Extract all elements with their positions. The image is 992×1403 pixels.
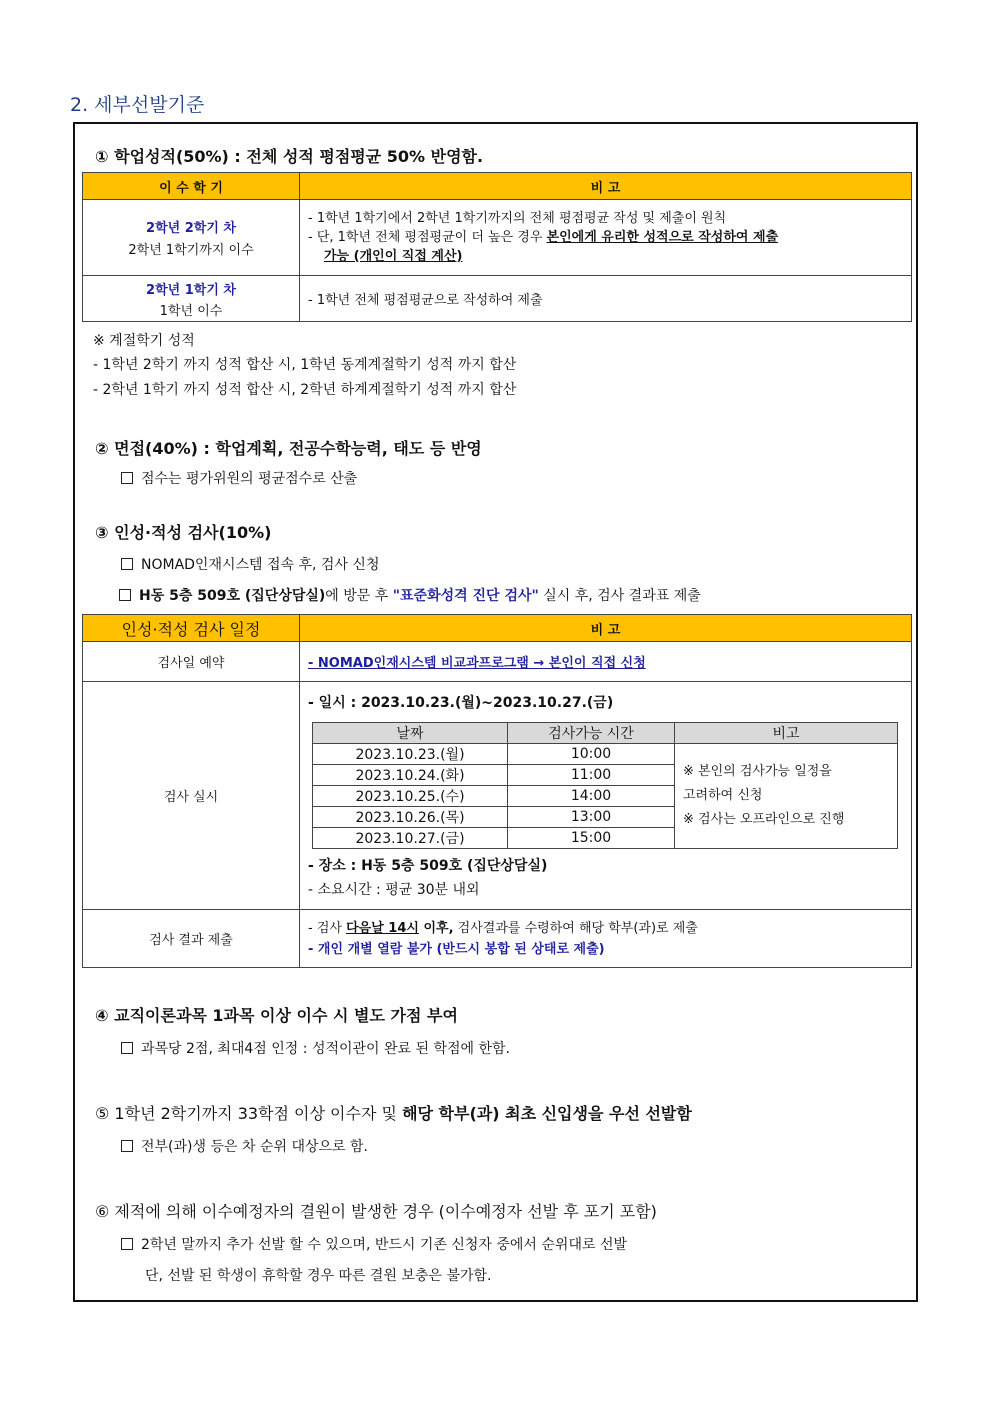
checkbox-icon [121,1042,133,1054]
section-5-title-a: ⑤ 1학년 2학기까지 33학점 이상 이수자 및 [95,1104,403,1123]
checkbox-icon [121,1238,133,1250]
grades-col-note: 비 고 [300,173,912,200]
exam-table [82,614,912,968]
result-line-2: - 개인 개별 열람 불가 (반드시 봉합 된 상태로 제출) [308,941,605,957]
row1-note-line2-a: - 단, 1학년 전체 평점평균이 더 높은 경우 [308,230,547,245]
section-3-item-2-d: 실시 후, 검사 결과표 제출 [538,588,701,604]
sched-date: 2023.10.24.(화) [313,765,508,786]
row2-term-label: 2학년 1학기 차 [146,282,236,298]
season-note-1: - 1학년 2학기 까지 성적 합산 시, 1학년 동계계절학기 성적 까지 합산 [93,357,517,373]
result-line-1-c: 이후, [418,920,454,936]
exam-detail [300,682,912,910]
result-line-1-b: 다음날 14시 [346,920,419,936]
section-2-item-text: 점수는 평가위원의 평균점수로 산출 [141,471,358,487]
row1-term-label: 2학년 2학기 차 [146,221,236,236]
sched-time: 14:00 [508,786,675,807]
section-6-item-2: 단, 선발 된 학생이 휴학할 경우 따른 결원 보충은 불가함. [145,1268,492,1284]
section-6-title: ⑥ 제적에 의해 이수예정자의 결원이 발생한 경우 (이수예정자 선발 후 포기 포함) [95,1202,657,1221]
grades-row1-term [83,200,300,276]
section-4-item [121,1038,510,1058]
sched-date: 2023.10.25.(수) [313,786,508,807]
row1-note-line1: - 1학년 1학기에서 2학년 1학기까지의 전체 평점평균 작성 및 제출이 원칙 [308,211,727,226]
section-5-title-b: 해당 학부(과) 최초 신입생을 우선 선발함 [402,1104,692,1123]
exam-period: - 일시 : 2023.10.23.(월)~2023.10.27.(금) [308,695,614,711]
checkbox-icon [121,472,133,484]
sched-note-3: ※ 검사는 오프라인으로 진행 [683,812,845,827]
sched-time: 15:00 [508,828,675,849]
section-2-title: ② 면접(40%) : 학업계획, 전공수학능력, 태도 등 반영 [95,439,482,458]
sched-date: 2023.10.23.(월) [313,744,508,765]
reserve-value: - NOMAD인재시스템 비교과프로그램 → 본인이 직접 신청 [300,642,912,682]
exam-col-schedule: 인성·적성 검사 일정 [83,615,300,642]
section-5-title [95,1101,692,1124]
section-3-item-1 [121,554,379,574]
page-title: 2. 세부선발기준 [70,94,205,116]
grades-row1-note [300,200,912,276]
schedule-table [312,722,898,849]
sched-time: 10:00 [508,744,675,765]
sched-note-1: ※ 본인의 검사가능 일정을 [683,764,832,779]
grades-col-term: 이 수 학 기 [83,173,300,200]
checkbox-icon [119,589,131,601]
exam-col-note: 비 고 [300,615,912,642]
sched-header-time: 검사가능 시간 [508,723,675,744]
result-line-1-d: 검사결과를 수령하여 해당 학부(과)로 제출 [453,920,698,936]
row1-note-line3: 가능 (개인이 직접 계산) [324,249,463,264]
section-4-title: ④ 교직이론과목 1과목 이상 이수 시 별도 가점 부여 [95,1006,458,1025]
sched-note-2: 고려하여 신청 [683,788,763,803]
section-1-title: ① 학업성적(50%) : 전체 성적 평점평균 50% 반영함. [95,147,484,166]
reserve-label: 검사일 예약 [83,642,300,682]
season-note-title: ※ 계절학기 성적 [93,333,195,349]
section-4-item-text: 과목당 2점, 최대4점 인정 : 성적이관이 완료 된 학점에 한함. [141,1041,511,1057]
row1-note-line2-b: 본인에게 유리한 성적으로 작성하여 제출 [546,230,779,245]
section-6-item-1-text: 2학년 말까지 추가 선발 할 수 있으며, 반드시 기존 신청자 중에서 순위대로 선발 [141,1237,628,1253]
section-2-item [121,468,357,488]
row1-term-sub: 2학년 1학기까지 이수 [128,243,254,258]
section-6-item-1 [121,1234,627,1254]
checkbox-icon [121,558,133,570]
section-5-item [121,1136,368,1156]
result-label: 검사 결과 제출 [83,910,300,968]
sched-date: 2023.10.26.(목) [313,807,508,828]
row2-term-sub: 1학년 이수 [159,303,223,319]
grades-row2-term [83,276,300,322]
result-detail [300,910,912,968]
section-3-test-name: "표준화성격 진단 검사" [392,588,539,604]
sched-time: 11:00 [508,765,675,786]
section-3-item-1-text: NOMAD인재시스템 접속 후, 검사 신청 [141,557,380,573]
result-line-1 [308,918,903,939]
season-note-2: - 2학년 1학기 까지 성적 합산 시, 2학년 하계계절학기 성적 까지 합산 [93,382,517,398]
exam-place: - 장소 : H동 5층 509호 (집단상담실) [308,858,548,874]
sched-header-note: 비고 [675,723,898,744]
sched-date: 2023.10.27.(금) [313,828,508,849]
exam-duration: - 소요시간 : 평균 30분 내외 [308,882,480,898]
section-3-place: H동 5층 509호 (집단상담실) [139,588,326,604]
sched-time: 13:00 [508,807,675,828]
sched-header-date: 날짜 [313,723,508,744]
result-line-1-a: - 검사 [308,920,347,936]
row1-note-line2 [308,228,903,247]
checkbox-icon [121,1140,133,1152]
exam-label: 검사 실시 [83,682,300,910]
grades-row2-note: - 1학년 전체 평점평균으로 작성하여 제출 [300,276,912,322]
grades-table [82,172,912,322]
section-3-title: ③ 인성·적성 검사(10%) [95,523,272,542]
section-3-item-2 [119,585,701,605]
sched-note [675,744,898,849]
section-3-item-2-b: 에 방문 후 [325,588,393,604]
section-5-item-text: 전부(과)생 등은 차 순위 대상으로 함. [141,1139,368,1155]
